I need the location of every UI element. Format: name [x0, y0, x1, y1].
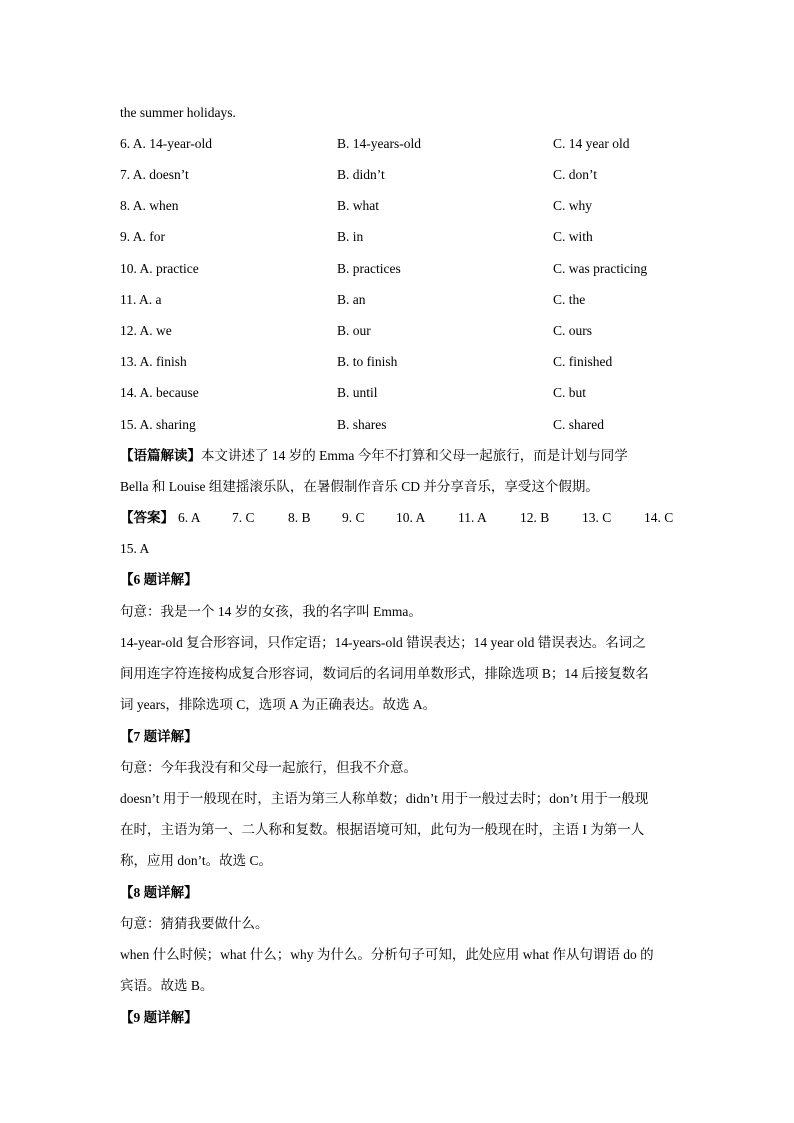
- answer-12: 12. B: [520, 510, 550, 525]
- option-row-15: [0, 416, 794, 434]
- q6-explanation-line-1: 14-year-old 复合形容词，只作定语；14-years-old 错误表达；14 year old 错误表达。名词之: [120, 635, 646, 650]
- option-12-c: C. ours: [553, 323, 593, 338]
- option-9-a: 9. A. for: [120, 229, 165, 244]
- answers-row: [120, 509, 680, 527]
- answer-11: 11. A: [458, 510, 487, 525]
- option-11-a: 11. A. a: [120, 292, 162, 307]
- q6-heading: 【6 题详解】: [120, 572, 198, 587]
- option-10-c: C. was practicing: [553, 261, 648, 276]
- option-7-c: C. don’t: [553, 167, 598, 182]
- q8-explanation-line-2: 宾语。故选 B。: [120, 978, 214, 993]
- option-10-b: B. practices: [337, 261, 401, 276]
- answer-6: 6. A: [178, 510, 201, 525]
- answer-9: 9. C: [342, 510, 365, 525]
- option-7-b: B. didn’t: [337, 167, 385, 182]
- option-14-c: C. but: [553, 385, 587, 400]
- option-15-a: 15. A. sharing: [120, 417, 196, 432]
- option-7-a: 7. A. doesn’t: [120, 167, 189, 182]
- q7-heading: 【7 题详解】: [120, 729, 198, 744]
- answer-13: 13. C: [582, 510, 612, 525]
- q6-explanation-line-2: 间用连字符连接构成复合形容词，数词后的名词用单数形式，排除选项 B；14 后接复数名: [120, 666, 649, 681]
- reading-line-1: [120, 447, 628, 465]
- q8-heading: 【8 题详解】: [120, 885, 198, 900]
- option-8-c: C. why: [553, 198, 593, 213]
- q7-explanation-line-1: doesn’t 用于一般现在时，主语为第三人称单数；didn’t 用于一般过去时；don’t 用于一般现: [120, 791, 649, 806]
- answer-15: 15. A: [120, 541, 150, 556]
- option-6-b: B. 14-years-old: [337, 136, 421, 151]
- q8-explanation-line-1: when 什么时候；what 什么；why 为什么。分析句子可知，此处应用 what 作从句谓语 do 的: [120, 947, 654, 962]
- option-9-b: B. in: [337, 229, 364, 244]
- reading-label: 【语篇解读】: [120, 448, 201, 463]
- option-row-11: [0, 291, 794, 309]
- option-15-b: B. shares: [337, 417, 387, 432]
- option-row-8: [0, 197, 794, 215]
- q7-explanation-line-3: 称，应用 don’t。故选 C。: [120, 853, 273, 868]
- option-13-a: 13. A. finish: [120, 354, 187, 369]
- intro-tail-text: the summer holidays.: [120, 105, 236, 120]
- answer-8: 8. B: [288, 510, 311, 525]
- option-6-c: C. 14 year old: [553, 136, 630, 151]
- option-row-14: [0, 384, 794, 402]
- option-row-7: [0, 166, 794, 184]
- option-6-a: 6. A. 14-year-old: [120, 136, 212, 151]
- q9-heading: 【9 题详解】: [120, 1010, 198, 1025]
- option-row-9: [0, 228, 794, 246]
- reading-text-1: 本文讲述了 14 岁的 Emma 今年不打算和父母一起旅行，而是计划与同学: [201, 448, 628, 463]
- answers-label: 【答案】: [120, 510, 174, 525]
- q7-explanation-line-2: 在时，主语为第一、二人称和复数。根据语境可知，此句为一般现在时，主语 I 为第一人: [120, 822, 645, 837]
- q6-explanation-line-3: 词 years，排除选项 C，选项 A 为正确表达。故选 A。: [120, 697, 437, 712]
- option-8-a: 8. A. when: [120, 198, 179, 213]
- option-11-c: C. the: [553, 292, 586, 307]
- option-8-b: B. what: [337, 198, 379, 213]
- option-14-b: B. until: [337, 385, 378, 400]
- q6-meaning: 句意：我是一个 14 岁的女孩，我的名字叫 Emma。: [120, 604, 422, 619]
- option-10-a: 10. A. practice: [120, 261, 199, 276]
- q7-meaning: 句意：今年我没有和父母一起旅行，但我不介意。: [120, 760, 417, 775]
- option-row-10: [0, 260, 794, 278]
- answer-7: 7. C: [232, 510, 255, 525]
- option-9-c: C. with: [553, 229, 593, 244]
- option-15-c: C. shared: [553, 417, 604, 432]
- option-12-b: B. our: [337, 323, 371, 338]
- option-12-a: 12. A. we: [120, 323, 172, 338]
- answer-14: 14. C: [644, 510, 674, 525]
- option-row-12: [0, 322, 794, 340]
- option-13-b: B. to finish: [337, 354, 398, 369]
- option-14-a: 14. A. because: [120, 385, 199, 400]
- option-row-6: [0, 135, 794, 153]
- option-13-c: C. finished: [553, 354, 613, 369]
- option-11-b: B. an: [337, 292, 366, 307]
- q8-meaning: 句意：猜猜我要做什么。: [120, 916, 269, 931]
- reading-line-2: Bella 和 Louise 组建摇滚乐队，在暑假制作音乐 CD 并分享音乐，享受这个假期。: [120, 479, 599, 494]
- option-row-13: [0, 353, 794, 371]
- answer-10: 10. A: [396, 510, 426, 525]
